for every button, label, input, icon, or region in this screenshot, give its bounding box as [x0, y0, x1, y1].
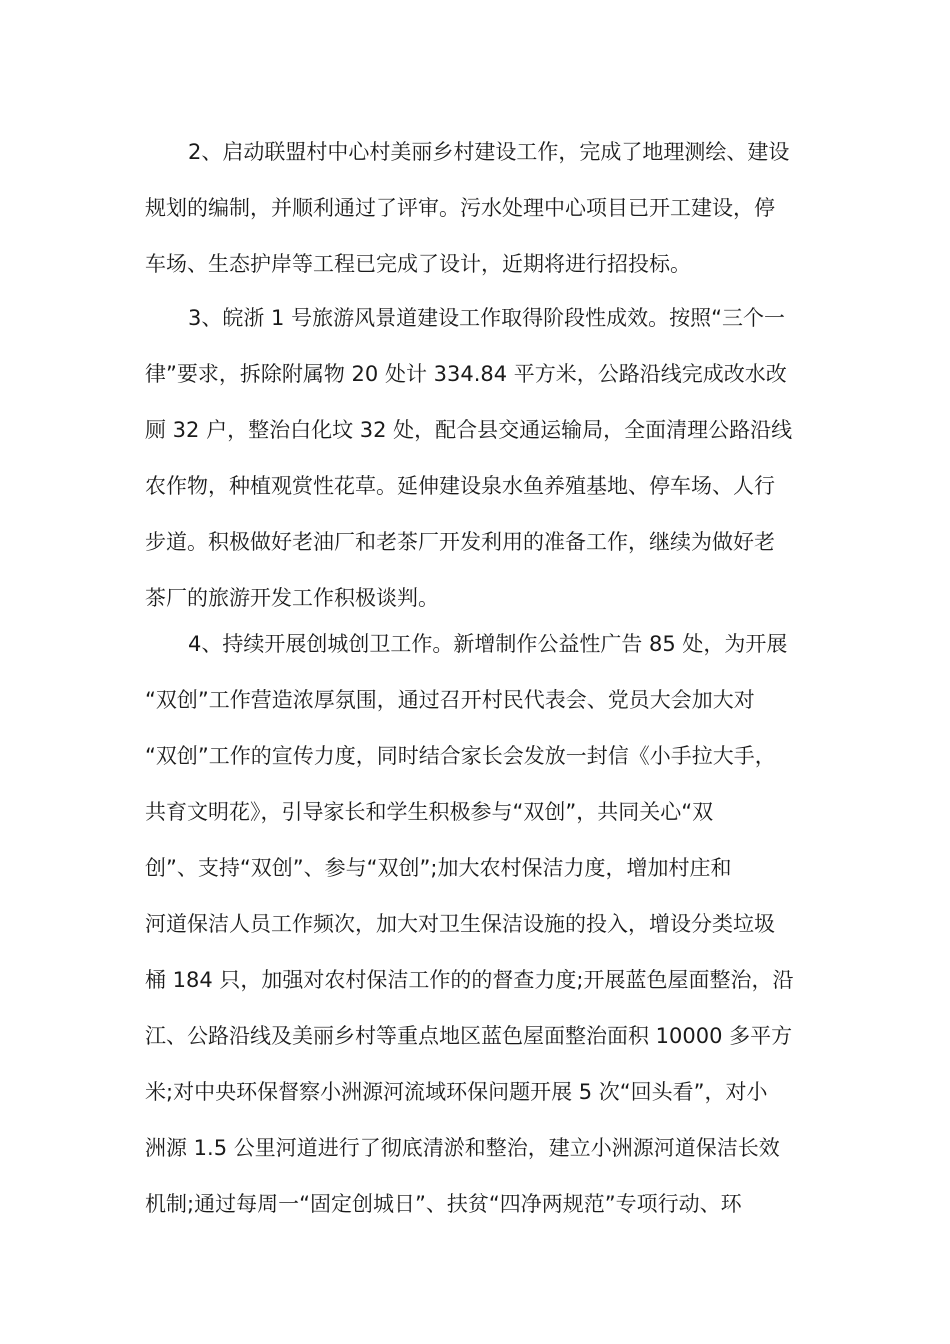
text-line: 车场、生态护岸等工程已完成了设计，近期将进行招投标。	[145, 252, 691, 276]
text-line: 洲源 1.5 公里河道进行了彻底清淤和整治，建立小洲源河道保洁长效	[145, 1136, 780, 1160]
text-line: 江、公路沿线及美丽乡村等重点地区蓝色屋面整治面积 10000 多平方	[145, 1024, 793, 1048]
paragraph-3	[145, 300, 810, 636]
text-line: 米;对中央环保督察小洲源河流域环保问题开展 5 次“回头看”，对小	[145, 1080, 768, 1104]
text-line: 规划的编制，并顺利通过了评审。污水处理中心项目已开工建设，停	[145, 196, 775, 220]
text-line: 共育文明花》，引导家长和学生积极参与“双创”，共同关心“双	[145, 800, 714, 824]
paragraph-2	[145, 134, 810, 302]
text-line: 桶 184 只，加强对农村保洁工作的的督查力度;开展蓝色屋面整治，沿	[145, 968, 794, 992]
text-line: 机制;通过每周一“固定创城日”、扶贫“四净两规范”专项行动、环	[145, 1192, 742, 1216]
text-line: 厕 32 户，整治白化坟 32 处，配合县交通运输局，全面清理公路沿线	[145, 418, 793, 442]
text-line: 茶厂的旅游开发工作积极谈判。	[145, 586, 439, 610]
text-line: 步道。积极做好老油厂和老茶厂开发利用的准备工作，继续为做好老	[145, 530, 775, 554]
text-line: 河道保洁人员工作频次，加大对卫生保洁设施的投入，增设分类垃圾	[145, 912, 775, 936]
text-line: “双创”工作的宣传力度，同时结合家长会发放一封信《小手拉大手，	[145, 744, 776, 768]
text-line: 4、持续开展创城创卫工作。新增制作公益性广告 85 处，为开展	[188, 632, 788, 656]
text-line: 律”要求，拆除附属物 20 处计 334.84 平方米，公路沿线完成改水改	[145, 362, 787, 386]
paragraph-4	[145, 626, 810, 1242]
text-line: “双创”工作营造浓厚氛围，通过召开村民代表会、党员大会加大对	[145, 688, 755, 712]
text-line: 2、启动联盟村中心村美丽乡村建设工作，完成了地理测绘、建设	[188, 140, 790, 164]
text-line: 农作物，种植观赏性花草。延伸建设泉水鱼养殖基地、停车场、人行	[145, 474, 775, 498]
text-line: 创”、支持“双创”、参与“双创”;加大农村保洁力度，增加村庄和	[145, 856, 732, 880]
text-line: 3、皖浙 1 号旅游风景道建设工作取得阶段性成效。按照“三个一	[188, 306, 785, 330]
